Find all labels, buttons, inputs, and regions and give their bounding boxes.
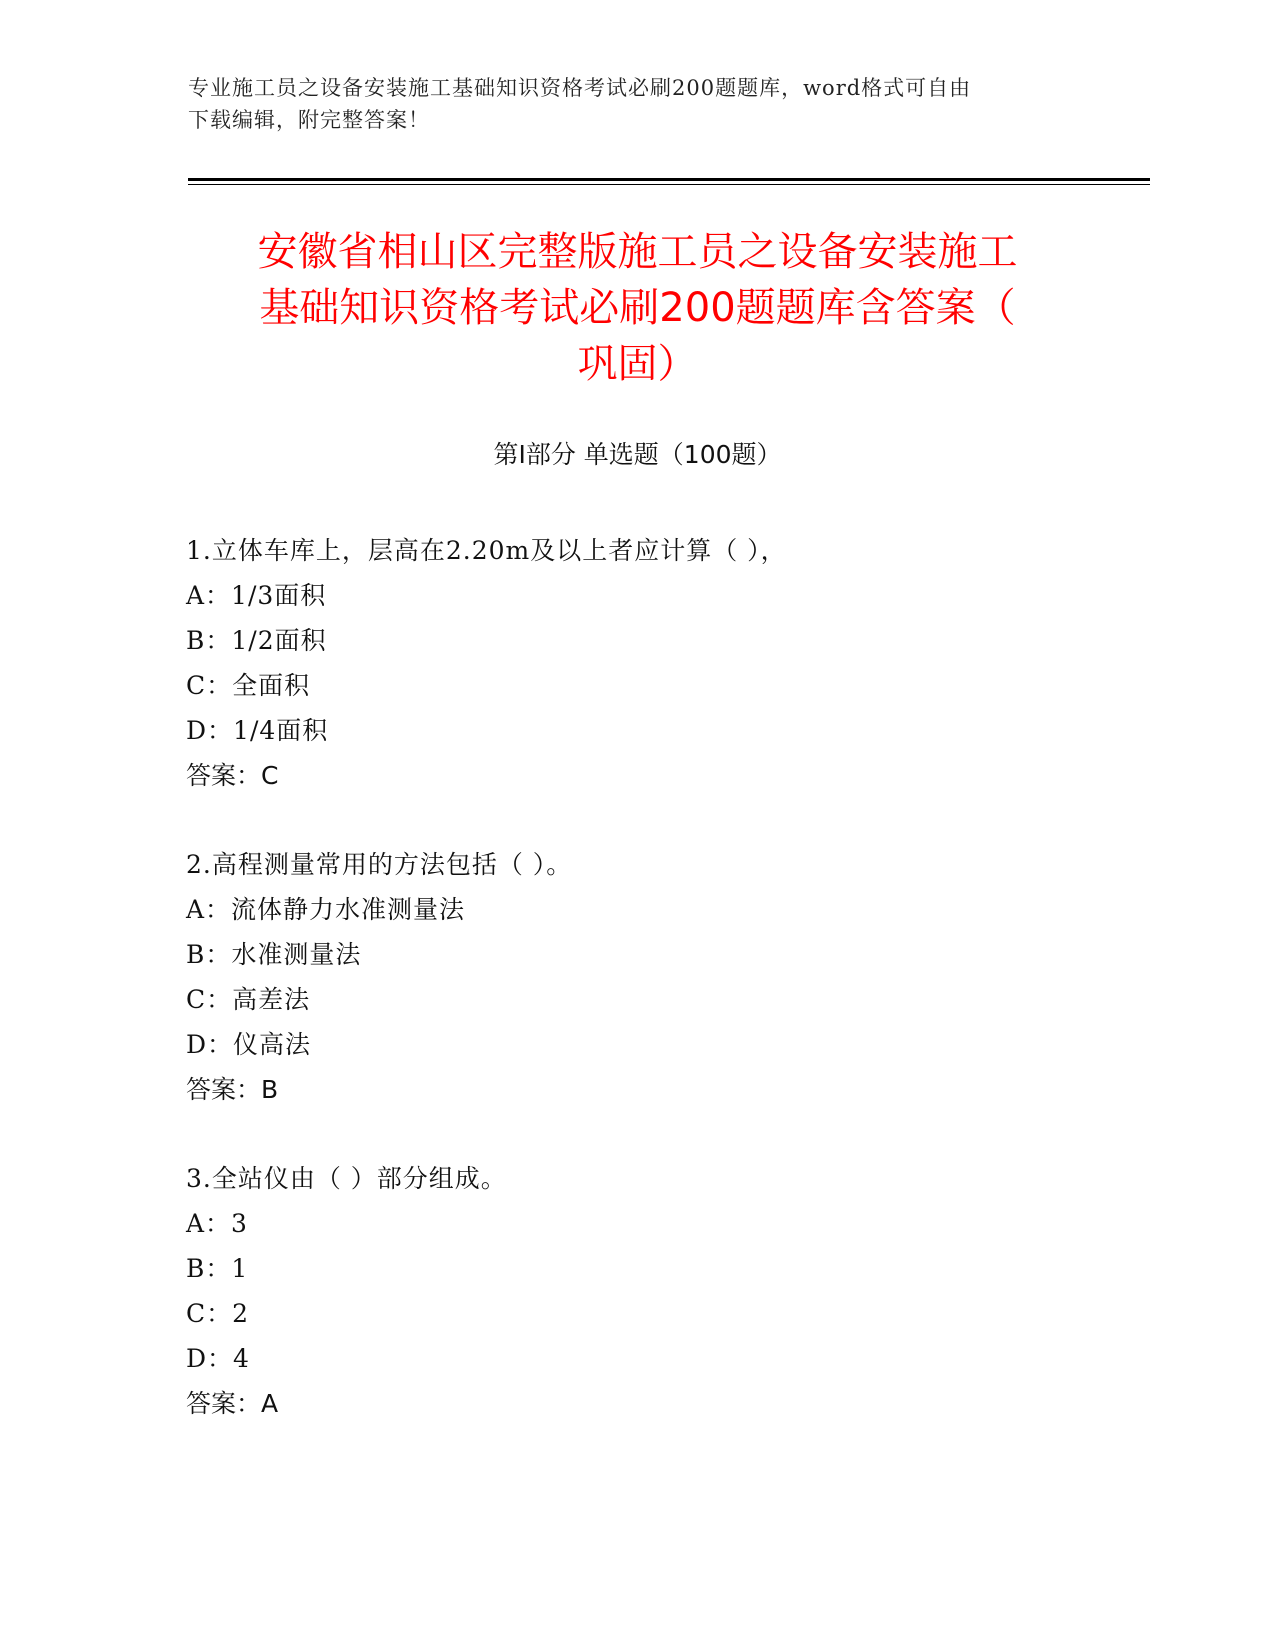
- header-note: [188, 72, 1088, 136]
- document-title-line-3: 巩固）: [577, 341, 698, 387]
- option-d: D：4: [186, 1344, 250, 1373]
- option-c: C：全面积: [186, 671, 311, 700]
- option-d: D：仪高法: [186, 1030, 312, 1059]
- question-list: [186, 528, 1136, 1470]
- option-b: B：水准测量法: [186, 940, 362, 969]
- question-3: [186, 1156, 1136, 1426]
- header-note-line-1: 专业施工员之设备安装施工基础知识资格考试必刷200题题库，word格式可自由: [188, 76, 972, 100]
- header-rule-thick: [188, 178, 1150, 181]
- document-title: [150, 224, 1125, 392]
- question-1: [186, 528, 1136, 798]
- option-a: A：流体静力水准测量法: [186, 895, 466, 924]
- option-d: D：1/4面积: [186, 716, 329, 745]
- question-stem: 3.全站仪由（ ）部分组成。: [186, 1164, 507, 1193]
- option-b: B：1/2面积: [186, 626, 327, 655]
- option-c: C：2: [186, 1299, 250, 1328]
- header-rule-thin: [188, 184, 1150, 185]
- option-a: A：3: [186, 1209, 248, 1238]
- question-stem: 1.立体车库上，层高在2.20m及以上者应计算（ ），: [186, 536, 787, 565]
- section-title: 第Ⅰ部分 单选题（100题）: [493, 440, 782, 469]
- document-title-line-1: 安徽省相山区完整版施工员之设备安装施工: [257, 229, 1018, 275]
- answer: 答案：B: [186, 1075, 279, 1104]
- header-note-line-2: 下载编辑，附完整答案！: [188, 108, 430, 132]
- question-stem: 2.高程测量常用的方法包括（ ）。: [186, 850, 573, 879]
- answer: 答案：C: [186, 761, 279, 790]
- question-2: [186, 842, 1136, 1112]
- option-c: C：高差法: [186, 985, 311, 1014]
- document-title-line-2: 基础知识资格考试必刷200题题库含答案（: [259, 285, 1016, 331]
- option-a: A：1/3面积: [186, 581, 327, 610]
- answer: 答案：A: [186, 1389, 279, 1418]
- option-b: B：1: [186, 1254, 249, 1283]
